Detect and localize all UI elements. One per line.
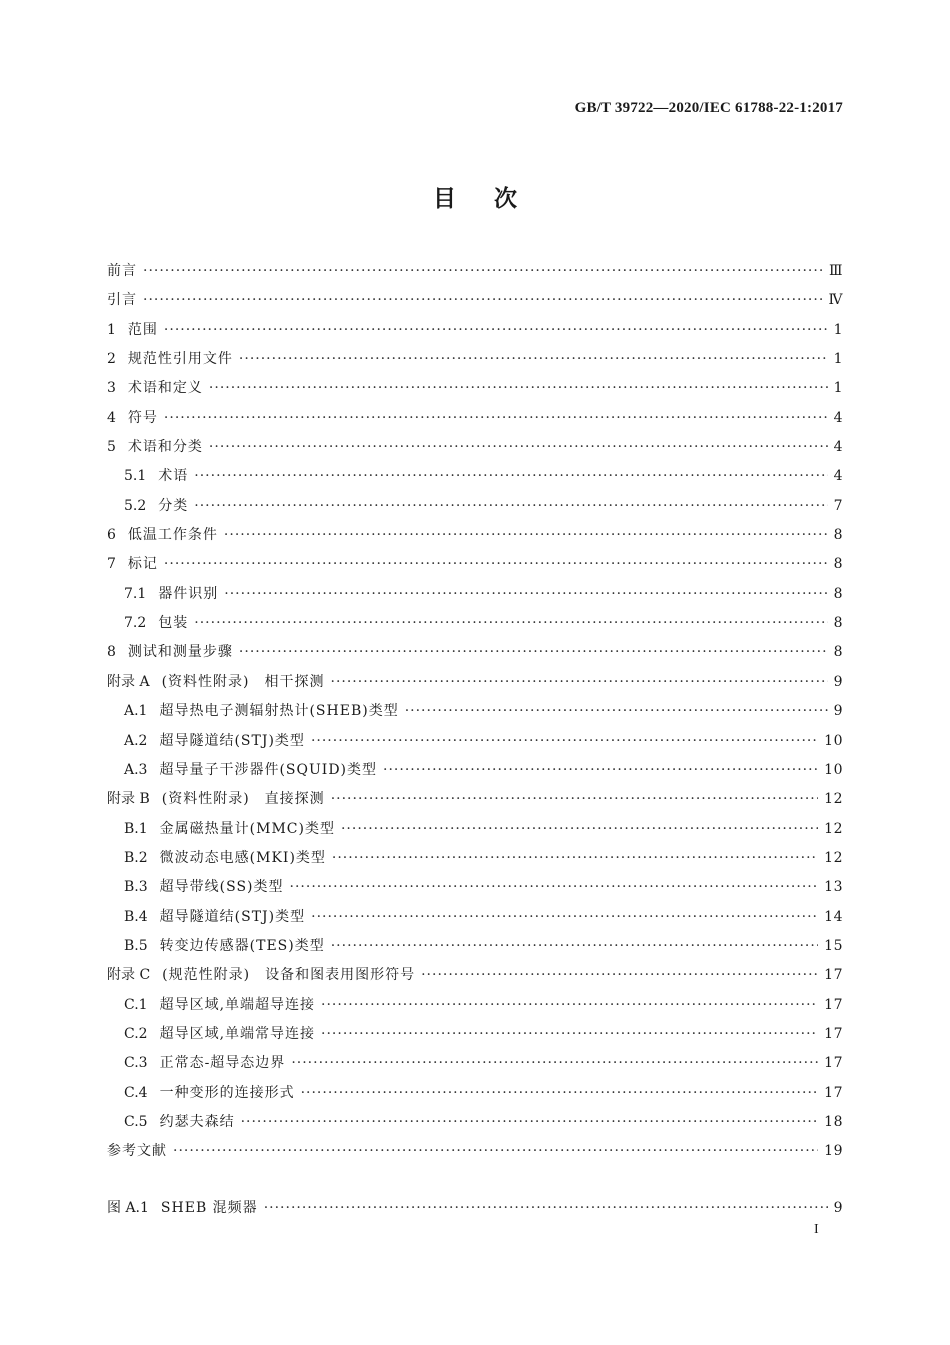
toc-entry[interactable] [107, 550, 843, 579]
toc-entry[interactable] [107, 1049, 843, 1078]
dot-leader [241, 1108, 819, 1137]
entry-number: 4 [107, 409, 116, 426]
entry-number: C.3 [124, 1055, 148, 1072]
entry-label: 一种变形的连接形式 [159, 1084, 295, 1101]
dot-leader [321, 1020, 818, 1049]
entry-label: 超导区域,单端超导连接 [159, 996, 316, 1013]
toc-entry[interactable] [107, 1020, 843, 1049]
entry-label: 术语和分类 [127, 439, 203, 456]
entry-label: 范围 [127, 321, 158, 338]
entry-page-number: 8 [833, 644, 843, 661]
entry-number: B.1 [124, 820, 148, 837]
entry-label: 标记 [127, 556, 158, 573]
dot-leader [383, 756, 818, 785]
dot-leader [143, 257, 823, 286]
page-title: 目次 [433, 186, 555, 212]
toc-entry[interactable] [107, 433, 843, 462]
entry-page-number: 17 [824, 1025, 843, 1042]
entry-label: (资料性附录) 相干探测 [161, 673, 325, 690]
dot-leader [224, 580, 827, 609]
toc-entry[interactable] [107, 286, 843, 315]
entry-page-number: 9 [833, 1200, 843, 1216]
entry-number: 6 [107, 527, 116, 544]
entry-page-number: 1 [833, 380, 843, 397]
entry-label: 术语和定义 [127, 380, 203, 397]
entry-label: 包装 [158, 615, 189, 632]
entry-number: A.1 [124, 703, 148, 720]
entry-page-number: 17 [824, 967, 843, 984]
entry-label: 参考文献 [107, 1143, 167, 1160]
dot-leader [194, 609, 827, 638]
toc-entry[interactable] [107, 580, 843, 609]
entry-number: 7 [107, 556, 116, 573]
entry-number: 5 [107, 439, 116, 456]
entry-page-number: 13 [824, 879, 843, 896]
dot-leader [209, 433, 828, 462]
entry-number: B.4 [124, 908, 148, 925]
entry-page-number: 1 [833, 351, 843, 368]
dot-leader [164, 316, 828, 345]
entry-page-number: 12 [824, 820, 843, 837]
toc-entry[interactable] [107, 462, 843, 491]
entry-number: B.5 [124, 937, 148, 954]
toc-entry[interactable] [107, 932, 843, 961]
toc-entry[interactable] [107, 638, 843, 667]
dot-leader [290, 873, 819, 902]
figure-list [107, 1194, 843, 1223]
entry-page-number: 18 [824, 1113, 843, 1130]
entry-number: 1 [107, 321, 116, 338]
entry-number: C.4 [124, 1084, 148, 1101]
entry-label: 器件识别 [158, 585, 219, 602]
entry-number: 7.1 [124, 585, 147, 602]
entry-number: B.2 [124, 849, 148, 866]
entry-label: 符号 [127, 409, 158, 426]
entry-number: A.2 [124, 732, 148, 749]
entry-page-number: 14 [824, 908, 843, 925]
table-of-contents [107, 257, 843, 1167]
toc-entry[interactable] [107, 374, 843, 403]
dot-leader [173, 1137, 818, 1166]
entry-label: 金属磁热量计(MMC)类型 [159, 820, 335, 837]
entry-number: 图 A.1 [107, 1200, 149, 1216]
entry-number: 8 [107, 644, 116, 661]
dot-leader [331, 785, 818, 814]
dot-leader [164, 404, 828, 433]
toc-entry[interactable] [107, 316, 843, 345]
toc-entry[interactable] [107, 404, 843, 433]
toc-entry[interactable] [107, 756, 843, 785]
entry-label: 约瑟夫森结 [159, 1113, 235, 1130]
toc-entry[interactable] [107, 609, 843, 638]
entry-page-number: 12 [824, 791, 843, 808]
entry-label: 超导隧道结(STJ)类型 [159, 908, 306, 925]
entry-page-number: 17 [824, 1055, 843, 1072]
entry-label: (规范性附录) 设备和图表用图形符号 [162, 967, 416, 984]
entry-number: 附录 C [107, 967, 151, 984]
entry-label: 低温工作条件 [127, 527, 218, 544]
figure-entry[interactable] [107, 1194, 843, 1223]
dot-leader [421, 961, 818, 990]
entry-label: 引言 [107, 292, 137, 309]
dot-leader [194, 462, 827, 491]
dot-leader [264, 1194, 828, 1223]
entry-label: 超导区域,单端常导连接 [159, 1025, 316, 1042]
entry-label: 术语 [158, 468, 189, 485]
entry-number: 附录 B [107, 791, 150, 808]
entry-page-number: 10 [824, 761, 843, 778]
page-number: I [814, 1222, 819, 1237]
dot-leader [311, 727, 818, 756]
entry-label: SHEB 混频器 [160, 1200, 258, 1216]
toc-entry[interactable] [107, 257, 843, 286]
toc-entry[interactable] [107, 815, 843, 844]
dot-leader [194, 492, 827, 521]
entry-number: 5.1 [124, 468, 147, 485]
entry-label: (资料性附录) 直接探测 [161, 791, 325, 808]
entry-number: 3 [107, 380, 116, 397]
entry-page-number: 10 [824, 732, 843, 749]
toc-entry[interactable] [107, 697, 843, 726]
dot-leader [224, 521, 828, 550]
entry-page-number: 8 [833, 585, 843, 602]
toc-entry[interactable] [107, 844, 843, 873]
entry-page-number: 1 [833, 321, 843, 338]
entry-page-number: 4 [833, 409, 843, 426]
toc-entry[interactable] [107, 785, 843, 814]
entry-page-number: 15 [824, 937, 843, 954]
toc-entry[interactable] [107, 668, 843, 697]
entry-label: 超导带线(SS)类型 [159, 879, 284, 896]
entry-number: C.2 [124, 1025, 148, 1042]
toc-entry[interactable] [107, 1137, 843, 1166]
entry-page-number: 19 [824, 1143, 843, 1160]
entry-label: 超导热电子测辐射热计(SHEB)类型 [159, 703, 399, 720]
toc-entry[interactable] [107, 1079, 843, 1108]
toc-entry[interactable] [107, 991, 843, 1020]
dot-leader [239, 345, 828, 374]
dot-leader [331, 668, 828, 697]
entry-label: 超导量子干涉器件(SQUID)类型 [159, 761, 378, 778]
entry-page-number: 4 [833, 439, 843, 456]
entry-page-number: 9 [833, 673, 843, 690]
entry-page-number: 4 [833, 468, 843, 485]
toc-entry[interactable] [107, 1108, 843, 1137]
entry-number: B.3 [124, 879, 148, 896]
toc-entry[interactable] [107, 903, 843, 932]
entry-page-number: 8 [833, 615, 843, 632]
entry-page-number: 9 [833, 703, 843, 720]
entry-label: 微波动态电感(MKI)类型 [159, 849, 326, 866]
toc-entry[interactable] [107, 521, 843, 550]
entry-page-number: 17 [824, 996, 843, 1013]
dot-leader [341, 815, 818, 844]
toc-entry[interactable] [107, 492, 843, 521]
entry-label: 转变边传感器(TES)类型 [159, 937, 325, 954]
dot-leader [301, 1079, 819, 1108]
dot-leader [332, 844, 818, 873]
entry-page-number: 17 [824, 1084, 843, 1101]
dot-leader [239, 638, 828, 667]
toc-entry[interactable] [107, 345, 843, 374]
entry-number: C.1 [124, 996, 148, 1013]
dot-leader [209, 374, 828, 403]
entry-number: 附录 A [107, 673, 150, 690]
entry-page-number: 8 [833, 556, 843, 573]
entry-label: 正常态-超导态边界 [159, 1055, 286, 1072]
dot-leader [164, 550, 828, 579]
dot-leader [311, 903, 818, 932]
entry-number: C.5 [124, 1113, 148, 1130]
entry-label: 超导隧道结(STJ)类型 [159, 732, 305, 749]
toc-entry[interactable] [107, 873, 843, 902]
entry-label: 测试和测量步骤 [127, 644, 233, 661]
entry-number: 5.2 [124, 497, 147, 514]
dot-leader [321, 991, 818, 1020]
entry-label: 分类 [158, 497, 189, 514]
dot-leader [331, 932, 818, 961]
entry-page-number: Ⅲ [828, 263, 843, 279]
entry-page-number: 8 [833, 527, 843, 544]
entry-page-number: 12 [824, 849, 843, 866]
standard-code: GB/T 39722—2020/IEC 61788-22-1:2017 [574, 100, 843, 116]
entry-number: A.3 [124, 761, 148, 778]
dot-leader [291, 1049, 818, 1078]
toc-entry[interactable] [107, 727, 843, 756]
entry-label: 前言 [107, 263, 137, 279]
dot-leader [143, 286, 823, 315]
entry-number: 2 [107, 351, 116, 368]
entry-page-number: Ⅳ [828, 292, 843, 309]
toc-entry[interactable] [107, 961, 843, 990]
entry-page-number: 7 [833, 497, 843, 514]
dot-leader [405, 697, 828, 726]
entry-number: 7.2 [124, 615, 147, 632]
entry-label: 规范性引用文件 [127, 351, 233, 368]
